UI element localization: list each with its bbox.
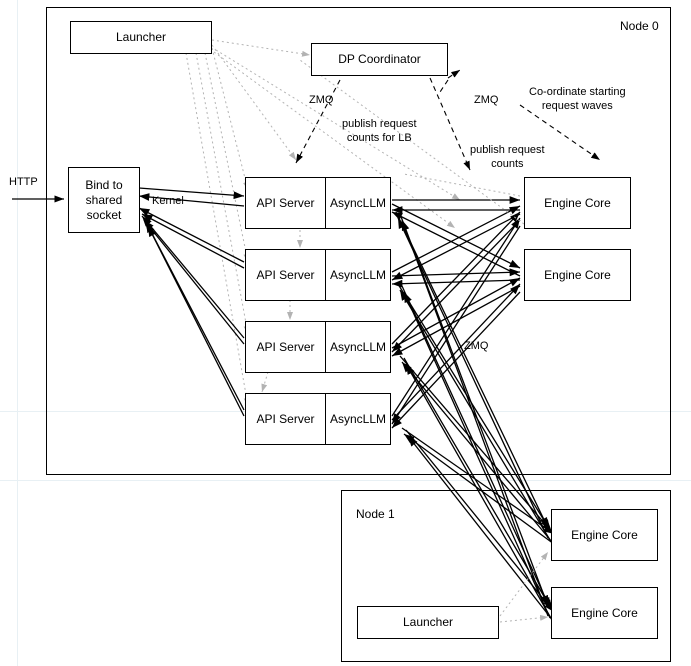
engine-core-node1-2[interactable]: Engine Core — [551, 587, 658, 639]
bind-to-shared-socket[interactable]: Bind to shared socket — [68, 167, 140, 233]
asyncllm-label[interactable]: AsyncLLM — [329, 340, 387, 354]
api-server-label[interactable]: API Server — [246, 322, 326, 372]
edge-label-publish-counts: publish request counts — [470, 144, 545, 170]
edge-label-coordinate: Co-ordinate starting request waves — [529, 86, 626, 112]
edge-label-zmq-right: ZMQ — [474, 94, 499, 106]
edge-label-publish-lb: publish request counts for LB — [342, 118, 417, 144]
asyncllm-label[interactable]: AsyncLLM — [329, 268, 387, 282]
edge-label-zmq-left: ZMQ — [309, 94, 334, 106]
asyncllm-label[interactable]: AsyncLLM — [329, 412, 387, 426]
node-0-label: Node 0 — [620, 19, 659, 33]
launcher-node1[interactable]: Launcher — [357, 606, 499, 639]
launcher-node0[interactable]: Launcher — [70, 21, 212, 54]
api-server-row-3[interactable] — [245, 321, 391, 373]
api-server-label[interactable]: API Server — [246, 178, 326, 228]
edge-label-kernel: Kernel — [152, 195, 184, 207]
dp-coordinator[interactable]: DP Coordinator — [311, 43, 448, 76]
edge-label-http: HTTP — [9, 176, 38, 188]
api-server-label[interactable]: API Server — [246, 394, 326, 444]
node-1-label: Node 1 — [356, 507, 395, 521]
engine-core-node0-1[interactable]: Engine Core — [524, 177, 631, 229]
asyncllm-label[interactable]: AsyncLLM — [329, 196, 387, 210]
engine-core-node0-2[interactable]: Engine Core — [524, 249, 631, 301]
api-server-row-1[interactable] — [245, 177, 391, 229]
edge-label-zmq-center: ZMQ — [464, 340, 489, 352]
api-server-row-2[interactable] — [245, 249, 391, 301]
engine-core-node1-1[interactable]: Engine Core — [551, 509, 658, 561]
api-server-row-4[interactable] — [245, 393, 391, 445]
api-server-label[interactable]: API Server — [246, 250, 326, 300]
